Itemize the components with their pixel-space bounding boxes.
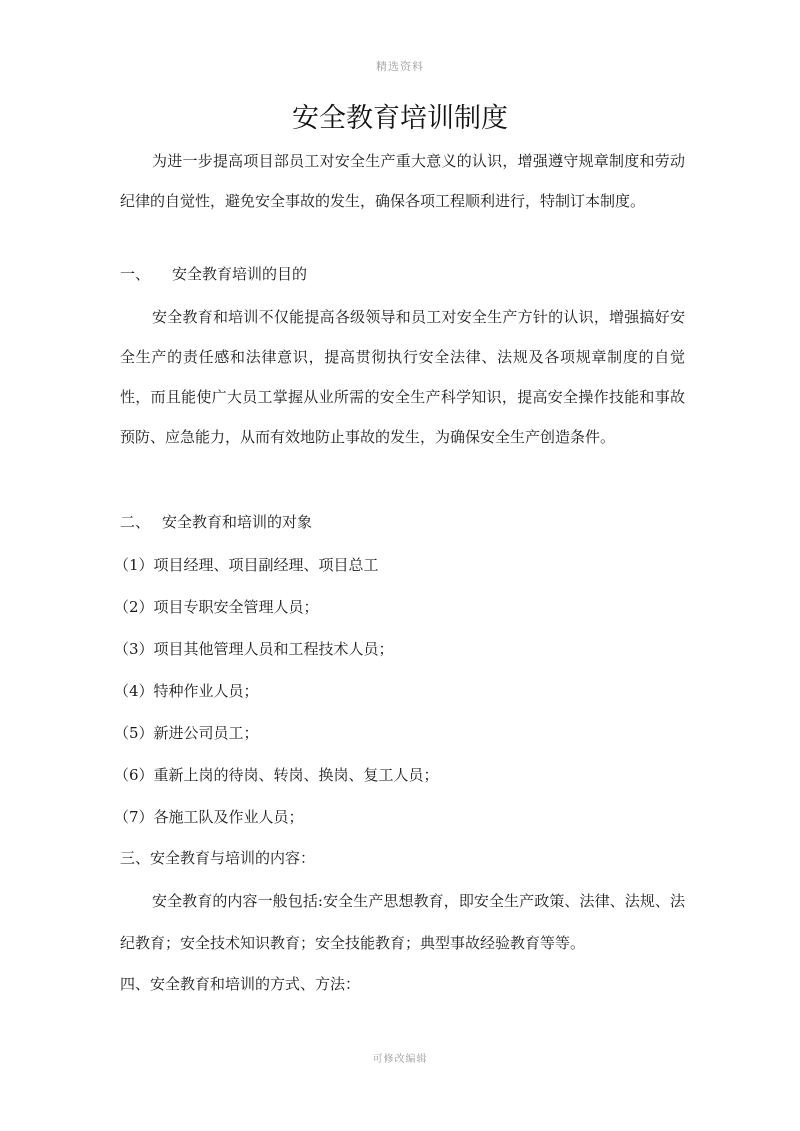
list-item: （6）重新上岗的待岗、转岗、换岗、复工人员； [114,766,439,784]
list-item: （7）各施工队及作业人员； [114,808,304,826]
section-1-title: 安全教育培训的目的 [172,265,308,283]
header-watermark: 精选资料 [376,60,424,73]
document-title: 安全教育培训制度 [292,103,508,134]
section-1-heading [120,254,685,294]
section-2-list [114,544,679,838]
section-2-heading [120,502,685,542]
section-2-number: 二、 [120,513,151,531]
section-3-heading: 三、安全教育与培训的内容： [120,849,316,867]
section-2-title: 安全教育和培训的对象 [162,513,313,531]
footer-watermark: 可修改编辑 [372,1054,428,1065]
section-4-heading: 四、安全教育和培训的方式、方法： [120,975,361,993]
list-item: （2）项目专职安全管理人员； [114,598,319,616]
section-4-heading-block [120,964,685,1004]
section-1-number: 一、 [120,265,151,283]
list-item: （5）新进公司员工； [114,724,259,742]
intro-block [120,141,685,221]
list-item: （1）项目经理、项目副经理、项目总工 [114,556,379,574]
section-3-heading-block [120,838,685,878]
list-item: （4）特种作业人员； [114,682,259,700]
section-3-block [120,880,685,964]
list-item: （3）项目其他管理人员和工程技术人员； [114,640,394,658]
section-1-paragraph: 安全教育和培训不仅能提高各级领导和员工对安全生产方针的认识，增强搞好安全生产的责任感和法律意识，提高贯彻执行安全法律、法规及各项规章制度的自觉性，而且能使广大员工掌握从业所需的安全生产科学知识，提高安全操作技能和事故预防、应急能力，从而有效地防止事故的发生，为确保安全生产创造条件。 [120,308,685,446]
section-3-paragraph: 安全教育的内容一般包括:安全生产思想教育，即安全生产政策、法律、法规、法纪教育；安全技术知识教育；安全技能教育；典型事故经验教育等等。 [120,892,685,952]
section-1-block [120,297,685,457]
intro-paragraph: 为进一步提高项目部员工对安全生产重大意义的认识，增强遵守规章制度和劳动纪律的自觉性，避免安全事故的发生，确保各项工程顺利进行，特制订本制度。 [120,152,685,210]
